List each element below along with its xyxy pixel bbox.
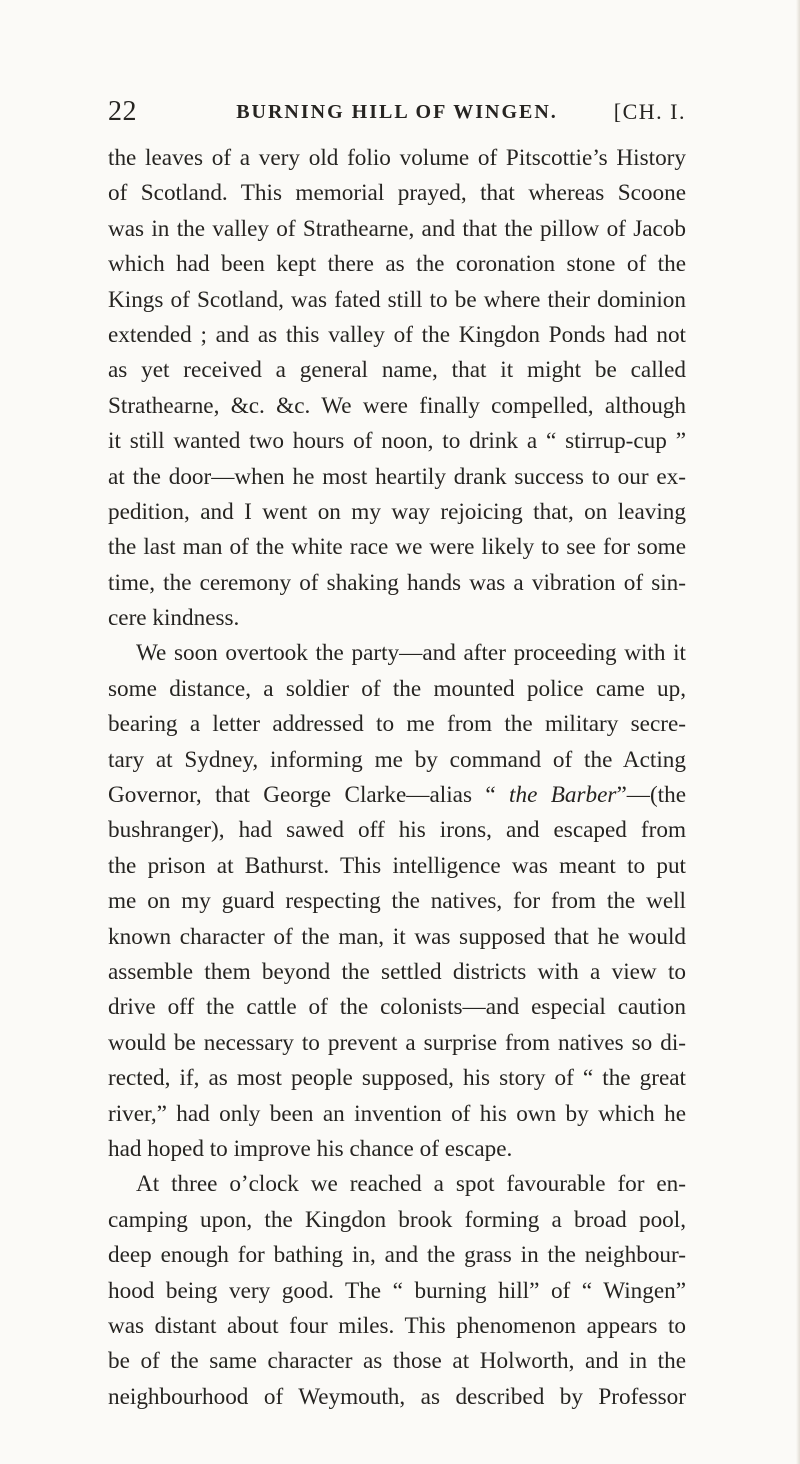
- text-line: river,” had only been an invention of his own by which he: [108, 1100, 686, 1127]
- text-line: bearing a letter addressed to me from the military secre-: [108, 711, 686, 738]
- text-line: the last man of the white race we were likely to see for some: [108, 534, 686, 561]
- text-line: it still wanted two hours of noon, to drink a “ stirrup-cup ”: [108, 428, 686, 455]
- text-line: had hoped to improve his chance of escape.: [108, 1135, 513, 1162]
- text-line: known character of the man, it was supposed that he would: [108, 923, 686, 950]
- page-edge-shadow: [796, 0, 800, 1464]
- text-line: was in the valley of Strathearne, and that the pillow of Jacob: [108, 215, 686, 242]
- text-line: tary at Sydney, informing me by command of the Acting: [108, 746, 686, 773]
- text-segment: Governor, that George Clarke—alias “: [108, 782, 496, 809]
- text-line: the prison at Bathurst. This intelligence was meant to put: [108, 852, 686, 879]
- text-line: camping upon, the Kingdon brook forming a broad pool,: [108, 1206, 686, 1233]
- text-segment: ”—(the: [616, 782, 686, 809]
- text-line: neighbourhood of Weymouth, as described by Professor: [108, 1383, 686, 1410]
- text-line: as yet received a general name, that it might be called: [108, 357, 686, 384]
- text-line: at the door—when he most heartily drank success to our ex-: [108, 463, 686, 490]
- text-line: cere kindness.: [108, 605, 240, 632]
- text-line: rected, if, as most people supposed, his story of “ the great: [108, 1065, 686, 1092]
- page-header: [108, 92, 686, 132]
- italic-name-the-barber: the Barber: [509, 782, 617, 809]
- page-number: 22: [108, 96, 137, 127]
- running-title: BURNING HILL OF WINGEN.: [236, 101, 558, 123]
- text-line: some distance, a soldier of the mounted police came up,: [108, 675, 686, 702]
- text-line: drive off the cattle of the colonists—and especial caution: [108, 994, 686, 1021]
- text-line: me on my guard respecting the natives, for from the well: [108, 888, 686, 915]
- text-line: bushranger), had sawed off his irons, and escaped from: [108, 817, 686, 844]
- paragraph-start-line: We soon overtook the party—and after proceeding with it: [136, 640, 686, 667]
- text-line: be of the same character as those at Holworth, and in the: [108, 1348, 686, 1375]
- text-line: deep enough for bathing in, and the grass in the neighbour-: [108, 1242, 686, 1269]
- text-line: the leaves of a very old folio volume of Pitscottie’s History: [108, 145, 686, 171]
- body-text: [108, 141, 686, 1415]
- paragraph-start-line: At three o’clock we reached a spot favourable for en-: [136, 1171, 686, 1198]
- text-line: assemble them beyond the settled districts with a view to: [108, 958, 686, 985]
- text-line: hood being very good. The “ burning hill” of “ Wingen”: [108, 1277, 686, 1304]
- text-line: extended ; and as this valley of the Kingdon Ponds had not: [108, 321, 686, 348]
- text-line: Strathearne, &c. &c. We were finally compelled, although: [108, 392, 686, 419]
- text-line: Kings of Scotland, was fated still to be where their dominion: [108, 286, 686, 313]
- text-line: was distant about four miles. This phenomenon appears to: [108, 1312, 686, 1339]
- chapter-reference: [CH. I.: [613, 99, 686, 124]
- text-line-with-italic: [108, 778, 686, 813]
- text-line: of Scotland. This memorial prayed, that whereas Scoone: [108, 180, 686, 207]
- text-line: time, the ceremony of shaking hands was a vibration of sin-: [108, 569, 686, 596]
- text-line: pedition, and I went on my way rejoicing that, on leaving: [108, 498, 686, 525]
- text-line: which had been kept there as the coronation stone of the: [108, 251, 686, 278]
- text-line: would be necessary to prevent a surprise from natives so di-: [108, 1029, 686, 1056]
